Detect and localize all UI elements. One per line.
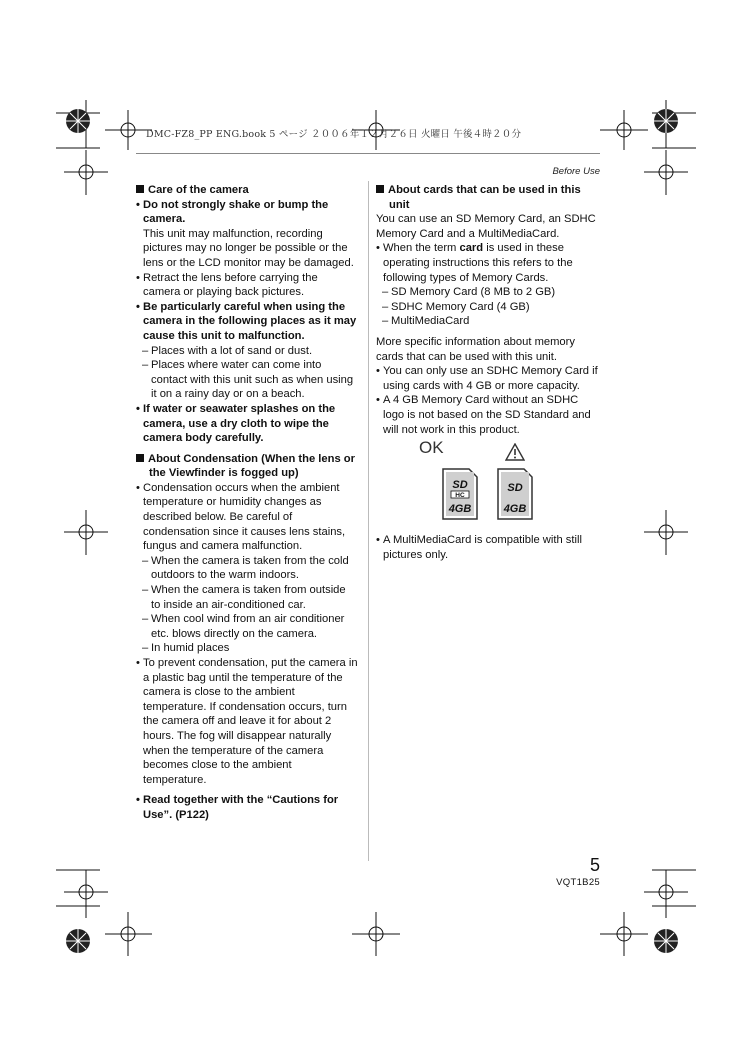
section-title: Before Use (552, 166, 600, 177)
sdhc-card-sublogo: HC (455, 492, 465, 500)
cards-heading: About cards that can be used in this unit (376, 183, 601, 212)
square-bullet-icon (136, 185, 144, 193)
condensation-bullet-2: • To prevent condensation, put the camera in a plastic bag until the temperature of the camera is close to the ambient temperature. If condensation occurs, turn the camera off and leave it for about 2 hours. The fog will disappear naturally when the temperature of the camera becomes close to the ambient temperature. (136, 656, 358, 787)
left-column (136, 183, 358, 823)
square-bullet-icon (136, 454, 144, 462)
care-heading: Care of the camera (136, 183, 358, 198)
read-together-note: • Read together with the “Cautions for Use”. (P122) (136, 793, 358, 822)
sdhc-bullet-1: • You can only use an SDHC Memory Card if using cards with 4 GB or more capacity. (376, 364, 601, 393)
warning-icon (505, 443, 525, 461)
care-dash-2: – Places where water can come into contact with this unit such as when using it on a rainy day or on a beach. (136, 358, 358, 402)
header-rule (136, 153, 600, 154)
sdhc-card-logo: SD (452, 479, 468, 492)
care-bullet-1-body: This unit may malfunction, recording pictures may no longer be possible or the lens or the LCD monitor may be damaged. (143, 227, 354, 269)
care-bullet-1: • Do not strongly shake or bump the camera. (136, 198, 358, 227)
card-type-2: – SDHC Memory Card (4 GB) (376, 300, 601, 315)
sd-card-capacity: 4GB (503, 503, 527, 516)
sdhc-card-icon (441, 467, 479, 521)
sdhc-bullet-2: • A 4 GB Memory Card without an SDHC logo is not based on the SD Standard and will not work in this product. (376, 393, 601, 437)
care-dash-1: – Places with a lot of sand or dust. (136, 344, 358, 359)
sd-card-icon (496, 467, 534, 521)
card-illustration (376, 438, 601, 533)
document-code: VQT1B25 (556, 877, 600, 888)
card-term-bullet: • When the term card is used in these operating instructions this refers to the following types of Memory Cards. (376, 241, 601, 285)
right-column (376, 183, 601, 562)
sdhc-card-capacity: 4GB (448, 503, 472, 516)
card-type-3: – MultiMediaCard (376, 314, 601, 329)
care-bullet-3: • Be particularly careful when using the camera in the following places as it may cause this unit to malfunction. (136, 300, 358, 344)
condensation-heading: About Condensation (When the lens or the Viewfinder is fogged up) (136, 452, 358, 481)
sd-card-logo: SD (507, 482, 523, 495)
more-info: More specific information about memory cards that can be used with this unit. (376, 335, 575, 363)
care-bullet-4: • If water or seawater splashes on the camera, use a dry cloth to wipe the camera body carefully. (136, 402, 358, 446)
card-type-1: – SD Memory Card (8 MB to 2 GB) (376, 285, 601, 300)
printer-slug: DMC-FZ8_PP ENG.book 5 ページ ２００６年１２月２６日 火曜日 午後４時２０分 (146, 129, 522, 140)
column-divider (368, 181, 369, 861)
square-bullet-icon (376, 185, 384, 193)
condensation-dash-4: – In humid places (136, 641, 358, 656)
condensation-dash-3: – When cool wind from an air conditioner etc. blows directly on the camera. (136, 612, 358, 641)
condensation-dash-1: – When the camera is taken from the cold outdoors to the warm indoors. (136, 554, 358, 583)
condensation-bullet-1: • Condensation occurs when the ambient temperature or humidity changes as described below. Be careful of condensation since it causes lens stains, fungus and camera malfunction. (136, 481, 358, 554)
cards-intro: You can use an SD Memory Card, an SDHC Memory Card and a MultiMediaCard. (376, 213, 596, 240)
mmc-note: • A MultiMediaCard is compatible with still pictures only. (376, 533, 601, 562)
ok-label: OK (419, 438, 444, 458)
page-number: 5 (589, 855, 600, 875)
condensation-dash-2: – When the camera is taken from outside to inside an air-conditioned car. (136, 583, 358, 612)
care-bullet-2: • Retract the lens before carrying the camera or playing back pictures. (136, 271, 358, 300)
